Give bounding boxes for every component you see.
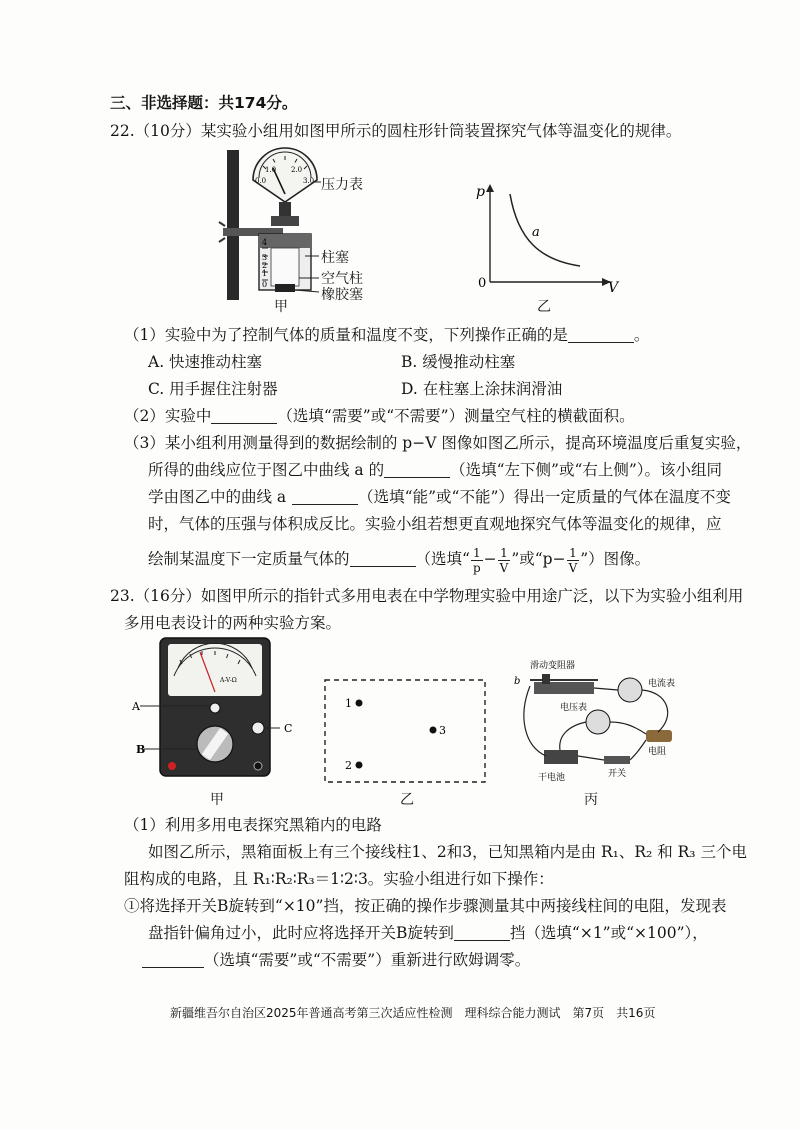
frac1-num: 1	[471, 546, 483, 561]
section-title: 三、非选择题：共174分。	[110, 94, 298, 112]
option-a: A. 快速推动柱塞	[148, 353, 263, 371]
q22-part3-line5	[148, 545, 650, 575]
curve-label: a	[532, 225, 540, 240]
ammeter-label: 电流表	[648, 679, 676, 689]
answer-blank-5[interactable]	[350, 550, 416, 567]
terminal-2[interactable]	[356, 762, 363, 769]
plunger-label: 柱塞	[321, 250, 349, 266]
q22-part1-text: （1）实验中为了控制气体的质量和温度不变，下列操作正确的是	[124, 326, 568, 344]
option-c: C. 用手握住注射器	[148, 380, 278, 398]
battery-icon	[544, 750, 578, 764]
figure-yi-caption: 乙	[537, 299, 551, 315]
q22-part3-line5-d: ”）图像。	[580, 550, 651, 568]
q23-stem-line1: 23.（16分）如图甲所示的指针式多用电表在中学物理实验中用途广泛，以下为实验小组利用	[110, 587, 744, 605]
page-footer: 新疆维吾尔自治区2025年普通高考第三次适应性检测 理科综合能力测试 第7页 共16页	[170, 1006, 656, 1020]
q22-part2-b: （选填“需要”或“不需要”）测量空气柱的横截面积。	[277, 407, 635, 425]
q23-part1-line2: 阻构成的电路，且 R₁∶R₂∶R₃＝1∶2∶3。实验小组进行如下操作：	[124, 870, 554, 888]
tick-1: 1	[262, 269, 268, 278]
gauge-scale-2: 2.0	[291, 166, 303, 174]
figure-jia-caption-q23: 甲	[210, 792, 224, 808]
q23-stem-line2: 多用电表设计的两种实验方案。	[124, 614, 342, 632]
q22-part3-line5-b: （选填“	[415, 550, 470, 568]
curve-a	[510, 194, 580, 266]
q23-step1-line2-a: 盘指针偏角过小，此时应将选择开关B旋转到	[148, 924, 454, 942]
tick-0: 0	[262, 280, 268, 289]
figure-yi-caption-q23: 乙	[400, 792, 414, 808]
air-column-label: 空气柱	[321, 271, 363, 287]
terminal-black[interactable]	[254, 762, 262, 770]
answer-blank-2[interactable]	[211, 407, 277, 424]
q22-part3-line4: 时，气体的压强与体积成反比。实验小组若想更直观地探究气体等温变化的规律，应	[148, 515, 722, 533]
q23-step1-line2	[148, 922, 708, 944]
q23-step1-line1: ①将选择开关B旋转到“×10”挡，按正确的操作步骤测量其中两接线柱间的电阻，发现表	[124, 897, 727, 915]
voltmeter-label: 电压表	[560, 703, 588, 713]
answer-blank-3[interactable]	[384, 461, 450, 478]
tick-2: 2	[262, 261, 268, 270]
q22-part3-line5-a: 绘制某温度下一定质量气体的	[148, 550, 350, 568]
q22-part3-line2	[148, 459, 722, 481]
frac1-den: p	[472, 560, 481, 575]
q22-part2-a: （2）实验中	[124, 407, 212, 425]
q22-part1	[124, 324, 649, 346]
q23-step1-line3-text: （选填“需要”或“不需要”）重新进行欧姆调零。	[204, 951, 531, 969]
rheostat-label: 滑动变阻器	[530, 661, 576, 671]
q23-step1-line2-b: 挡（选填“×1”或“×100”），	[509, 924, 708, 942]
ammeter-icon	[618, 678, 642, 702]
resistor-label: 电阻	[648, 747, 667, 757]
terminal-red[interactable]	[168, 762, 176, 770]
v-axis-label: V	[608, 280, 619, 296]
ohm-adjust-knob[interactable]	[252, 722, 264, 734]
voltmeter-icon	[586, 710, 610, 734]
multimeter-figure	[130, 636, 310, 786]
air-column	[271, 248, 299, 286]
q22-stem: 22.（10分）某实验小组用如图甲所示的圆柱形针筒装置探究气体等温变化的规律。	[110, 122, 682, 140]
zero-adjust-screw[interactable]	[210, 703, 220, 713]
gauge-scale-3: 3.0	[303, 177, 315, 185]
q22-part3-line3-a: 学由图乙中的曲线 a	[148, 488, 287, 506]
q23-step1-line3	[142, 949, 530, 971]
frac3-den: V	[568, 560, 578, 575]
origin-label: 0	[478, 276, 487, 291]
figure-bing-caption: 丙	[584, 792, 598, 808]
stand-rod	[227, 150, 239, 300]
gauge-scale-0: 0.0	[255, 177, 267, 185]
fraction-1-over-v-2	[567, 546, 580, 575]
gauge-label: 压力表	[321, 177, 363, 193]
q22-part3-line1: （3）某小组利用测量得到的数据绘制的 p−V 图像如图乙所示，提高环境温度后重复实验，	[124, 434, 752, 452]
q22-part3-line2-b: （选填“左下侧”或“右上侧”）。该小组同	[450, 461, 723, 479]
rubber-stopper	[275, 284, 295, 292]
black-box-figure	[323, 678, 487, 784]
q22-part3-line3	[148, 486, 731, 508]
switch-icon	[604, 756, 630, 764]
q23-part1-title: （1）利用多用电表探究黑箱内的电路	[124, 816, 382, 834]
pv-graph	[470, 180, 620, 296]
label-b: B	[136, 743, 146, 756]
label-c: C	[284, 722, 293, 735]
frac3-num: 1	[567, 546, 580, 561]
figure-jia-caption: 甲	[274, 299, 288, 315]
frac2-den: V	[499, 560, 509, 575]
battery-label: 干电池	[538, 773, 566, 783]
q22-part3-line3-b: （选填“能”或“不能”）得出一定质量的气体在温度不变	[358, 488, 731, 506]
answer-blank-6[interactable]	[454, 924, 510, 941]
option-b: B. 缓慢推动柱塞	[401, 353, 516, 371]
terminal-3-label: 3	[439, 724, 446, 737]
tick-4: 4	[262, 238, 268, 247]
gauge-stem	[279, 202, 291, 216]
q23-part1-line1: 如图乙所示，黑箱面板上有三个接线柱1、2和3，已知黑箱内是由 R₁、R₂ 和 R₃ 三个电	[148, 843, 747, 861]
switch-label: 开关	[608, 769, 627, 779]
label-a: A	[132, 700, 140, 713]
terminal-2-label: 2	[345, 759, 352, 772]
tick-3: 3	[262, 253, 268, 262]
fraction-1-over-v	[498, 546, 511, 575]
terminal-1-label: 1	[345, 697, 352, 710]
plunger-top	[271, 216, 299, 226]
p-axis-label: p	[476, 184, 485, 200]
q22-part1-end: 。	[633, 326, 650, 344]
q22-part3-line5-c: ”或“p−	[511, 550, 566, 568]
dial-text: A-V-Ω	[220, 677, 237, 684]
answer-blank-7[interactable]	[142, 951, 204, 968]
terminal-1[interactable]	[356, 700, 363, 707]
option-d: D. 在柱塞上涂抹润滑油	[401, 380, 563, 398]
circuit-figure	[508, 656, 708, 786]
fraction-1-over-p	[471, 546, 483, 575]
gauge-scale-1: 1.0	[265, 166, 277, 174]
rubber-stopper-label: 橡胶塞	[321, 287, 363, 303]
answer-blank-1[interactable]	[568, 326, 634, 343]
q22-part3-line2-a: 所得的曲线应位于图乙中曲线 a 的	[148, 461, 385, 479]
q22-part2	[124, 405, 635, 427]
frac2-num: 1	[498, 546, 511, 561]
answer-blank-4[interactable]	[292, 488, 358, 505]
terminal-b-label: b	[514, 676, 521, 687]
terminal-3[interactable]	[430, 727, 437, 734]
dash-sign: −	[483, 550, 497, 568]
